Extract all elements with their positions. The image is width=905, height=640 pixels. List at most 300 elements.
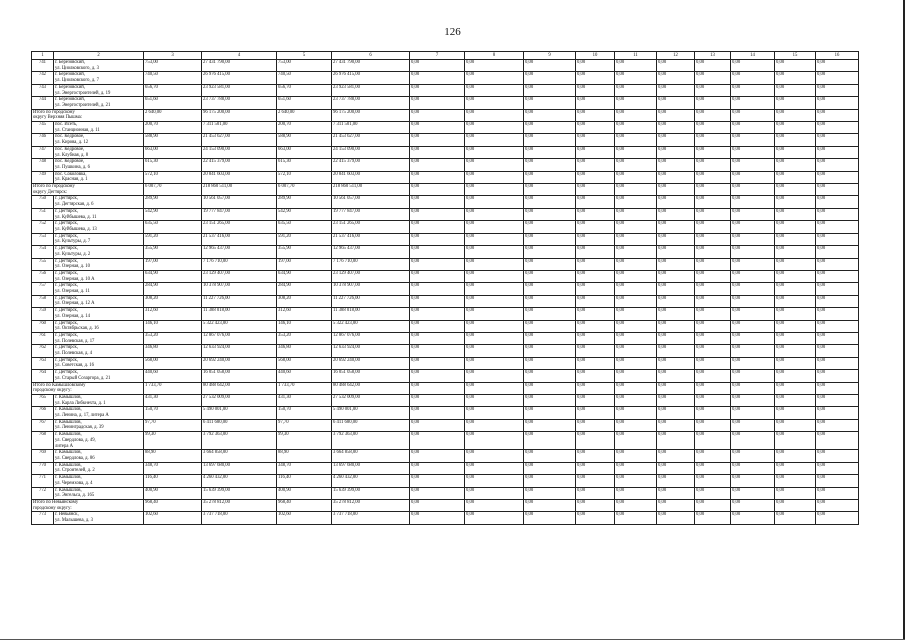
address-line: ул. Куйбышева, д. 11 [55,214,97,220]
value-cell-c4: 3 664 858,00 [202,450,277,462]
zero-value-cell: 0,00 [816,159,859,171]
subtotal-label-line: Итого по городскому [33,109,75,115]
zero-value-cell: 0,00 [615,487,657,499]
address-line: литера А [55,443,73,449]
table-row [32,122,859,134]
value-cell-c5: 572,10 [277,171,332,183]
address-line: г. Дегтярск, [55,332,79,338]
value-cell-c4: 20 841 603,00 [202,171,277,183]
zero-value-cell: 0,00 [657,419,695,431]
address-line: ул. Полевская, д. 17 [55,338,95,344]
table-row [32,345,859,357]
value-cell-c4: 27 431 790,00 [202,60,277,72]
zero-value-cell: 0,00 [524,171,576,183]
subtotal-label [32,109,144,121]
value-cell-c3: 346,80 [144,345,202,357]
value-cell-c6: 23 151 265,00 [332,221,410,233]
zero-value-cell: 0,00 [410,370,465,382]
address-cell [54,258,144,270]
address-line: ул. Советская, д. 16 [55,363,94,369]
value-cell-c5: 542,90 [277,208,332,220]
value-cell-c3: 97,70 [144,419,202,431]
table-row [32,295,859,307]
table-row [32,221,859,233]
zero-value-cell: 0,00 [410,72,465,84]
zero-value-cell: 0,00 [465,233,524,245]
zero-value-cell: 0,00 [524,246,576,258]
subtotal-label-line: городскому округу: [33,505,72,511]
zero-value-cell: 0,00 [695,283,731,295]
address-line: г. Дегтярск, [55,258,79,264]
zero-value-cell: 0,00 [731,171,775,183]
zero-value-cell: 0,00 [410,308,465,320]
value-cell-c5: 2 640,00 [277,109,332,121]
address-line: ул. Черемхова, д. 4 [55,480,93,486]
value-cell-c3: 146,10 [144,320,202,332]
value-cell-c3: 542,90 [144,208,202,220]
zero-value-cell: 0,00 [816,146,859,158]
value-cell-c6: 15 639 399,00 [332,487,410,499]
zero-value-cell: 0,00 [816,308,859,320]
zero-value-cell: 0,00 [576,320,615,332]
zero-value-cell: 0,00 [657,382,695,394]
row-number: 759 [32,308,54,320]
zero-value-cell: 0,00 [816,462,859,474]
value-cell-c4: 218 860 511,00 [202,184,277,196]
zero-value-cell: 0,00 [465,283,524,295]
value-cell-c4: 35 278 812,00 [202,499,277,511]
address-line: г. Камышлов, [55,450,82,456]
zero-value-cell: 0,00 [695,221,731,233]
zero-value-cell: 0,00 [695,146,731,158]
address-cell [54,394,144,406]
zero-value-cell: 0,00 [775,159,816,171]
zero-value-cell: 0,00 [775,258,816,270]
address-line: ул. Ленинградская, д. 39 [55,425,104,431]
value-cell-c3: 568,00 [144,357,202,369]
address-cell [54,72,144,84]
zero-value-cell: 0,00 [465,84,524,96]
address-cell [54,221,144,233]
value-cell-c5: 651,60 [277,97,332,109]
zero-value-cell: 0,00 [576,450,615,462]
row-number: 752 [32,221,54,233]
zero-value-cell: 0,00 [775,370,816,382]
zero-value-cell: 0,00 [731,320,775,332]
zero-value-cell: 0,00 [524,462,576,474]
address-line: пос. Кедровое, [55,134,85,140]
zero-value-cell: 0,00 [731,499,775,511]
zero-value-cell: 0,00 [775,196,816,208]
value-cell-c3: 740,50 [144,72,202,84]
zero-value-cell: 0,00 [775,512,816,524]
page-number: 126 [444,26,461,38]
value-cell-c4: 12 633 924,00 [202,345,277,357]
address-cell [54,407,144,419]
zero-value-cell: 0,00 [576,394,615,406]
zero-value-cell: 0,00 [524,97,576,109]
zero-value-cell: 0,00 [775,308,816,320]
value-cell-c6: 23 129 407,00 [332,270,410,282]
subtotal-label [32,184,144,196]
zero-value-cell: 0,00 [657,499,695,511]
value-cell-c3: 99,30 [144,432,202,450]
zero-value-cell: 0,00 [816,419,859,431]
value-cell-c5: 348,70 [277,462,332,474]
zero-value-cell: 0,00 [410,382,465,394]
address-line: г. Камышлов, [55,394,82,400]
value-cell-c4: 23 737 788,00 [202,97,277,109]
zero-value-cell: 0,00 [657,475,695,487]
address-line: ул. Полевская, д. 4 [55,351,93,357]
value-cell-c5: 102,60 [277,512,332,524]
zero-value-cell: 0,00 [576,171,615,183]
value-cell-c4: 5 322 423,00 [202,320,277,332]
address-line: ул. Малышева, д. 3 [55,518,93,524]
table-row [32,332,859,344]
row-number: 744 [32,97,54,109]
zero-value-cell: 0,00 [410,258,465,270]
zero-value-cell: 0,00 [465,270,524,282]
address-line: ул. Кирова, д. 12 [55,140,89,146]
value-cell-c4: 4 260 432,00 [202,475,277,487]
zero-value-cell: 0,00 [816,345,859,357]
zero-value-cell: 0,00 [695,258,731,270]
zero-value-cell: 0,00 [410,283,465,295]
row-number: 743 [32,84,54,96]
value-cell-c5: 634,90 [277,270,332,282]
value-cell-c6: 13 697 680,00 [332,462,410,474]
address-cell [54,357,144,369]
zero-value-cell: 0,00 [657,320,695,332]
row-number: 749 [32,171,54,183]
zero-value-cell: 0,00 [576,122,615,134]
zero-value-cell: 0,00 [816,394,859,406]
column-number: 9 [524,52,576,60]
address-line: г. Дегтярск, [55,246,79,252]
zero-value-cell: 0,00 [731,295,775,307]
zero-value-cell: 0,00 [657,72,695,84]
address-cell [54,487,144,499]
zero-value-cell: 0,00 [615,370,657,382]
value-cell-c4: 12 867 076,00 [202,332,277,344]
address-line: ул. Озерная, д. 10 А [55,276,95,282]
zero-value-cell: 0,00 [615,332,657,344]
row-number: 765 [32,394,54,406]
zero-value-cell: 0,00 [695,60,731,72]
zero-value-cell: 0,00 [524,159,576,171]
value-cell-c5: 346,80 [277,345,332,357]
address-cell [54,320,144,332]
zero-value-cell: 0,00 [465,407,524,419]
zero-value-cell: 0,00 [657,345,695,357]
zero-value-cell: 0,00 [615,499,657,511]
zero-value-cell: 0,00 [731,246,775,258]
zero-value-cell: 0,00 [576,499,615,511]
address-line: пос. Кедровое, [55,159,85,165]
zero-value-cell: 0,00 [695,407,731,419]
table-row [32,208,859,220]
zero-value-cell: 0,00 [465,72,524,84]
table-row [32,320,859,332]
address-line: г. Камышлов, [55,487,82,493]
row-number: 761 [32,332,54,344]
zero-value-cell: 0,00 [816,122,859,134]
row-number: 764 [32,370,54,382]
address-line: г. Дегтярск, [55,221,79,227]
zero-value-cell: 0,00 [410,450,465,462]
zero-value-cell: 0,00 [465,184,524,196]
address-cell [54,208,144,220]
zero-value-cell: 0,00 [576,97,615,109]
zero-value-cell: 0,00 [695,394,731,406]
zero-value-cell: 0,00 [465,146,524,158]
zero-value-cell: 0,00 [465,308,524,320]
zero-value-cell: 0,00 [657,233,695,245]
zero-value-cell: 0,00 [410,320,465,332]
value-cell-c4: 13 697 680,00 [202,462,277,474]
zero-value-cell: 0,00 [775,246,816,258]
zero-value-cell: 0,00 [576,270,615,282]
zero-value-cell: 0,00 [576,283,615,295]
zero-value-cell: 0,00 [695,109,731,121]
zero-value-cell: 0,00 [410,295,465,307]
zero-value-cell: 0,00 [775,320,816,332]
value-cell-c3: 431,30 [144,394,202,406]
zero-value-cell: 0,00 [775,146,816,158]
zero-value-cell: 0,00 [465,382,524,394]
zero-value-cell: 0,00 [576,295,615,307]
zero-value-cell: 0,00 [816,450,859,462]
value-cell-c4: 96 175 200,00 [202,109,277,121]
zero-value-cell: 0,00 [410,345,465,357]
row-number: 767 [32,419,54,431]
zero-value-cell: 0,00 [465,419,524,431]
value-cell-c6: 3 664 858,00 [332,450,410,462]
address-line: г. Дегтярск, [55,270,79,276]
value-cell-c4: 22 415 379,00 [202,159,277,171]
value-cell-c6: 218 860 511,00 [332,184,410,196]
zero-value-cell: 0,00 [775,233,816,245]
zero-value-cell: 0,00 [695,270,731,282]
address-line: г. Березовский, [55,72,85,78]
zero-value-cell: 0,00 [465,196,524,208]
address-line: г. Березовский, [55,84,85,90]
zero-value-cell: 0,00 [731,97,775,109]
value-cell-c5: 284,90 [277,283,332,295]
zero-value-cell: 0,00 [816,72,859,84]
address-cell [54,171,144,183]
zero-value-cell: 0,00 [731,84,775,96]
value-cell-c6: 16 051 058,00 [332,370,410,382]
zero-value-cell: 0,00 [576,159,615,171]
zero-value-cell: 0,00 [775,60,816,72]
value-cell-c3: 615,30 [144,159,202,171]
address-line: пос. Кедровое, [55,146,85,152]
zero-value-cell: 0,00 [731,159,775,171]
value-cell-c3: 634,90 [144,270,202,282]
zero-value-cell: 0,00 [410,171,465,183]
zero-value-cell: 0,00 [615,146,657,158]
zero-value-cell: 0,00 [775,109,816,121]
zero-value-cell: 0,00 [576,432,615,450]
value-cell-c6: 10 378 907,00 [332,283,410,295]
address-line: г. Дегтярск, [55,295,79,301]
zero-value-cell: 0,00 [615,258,657,270]
zero-value-cell: 0,00 [695,370,731,382]
zero-value-cell: 0,00 [816,487,859,499]
zero-value-cell: 0,00 [816,258,859,270]
table-row [32,419,859,431]
zero-value-cell: 0,00 [410,97,465,109]
value-cell-c4: 3 792 363,00 [202,432,277,450]
zero-value-cell: 0,00 [576,357,615,369]
address-cell [54,246,144,258]
zero-value-cell: 0,00 [775,432,816,450]
value-cell-c5: 440,60 [277,370,332,382]
table-row [32,246,859,258]
zero-value-cell: 0,00 [731,60,775,72]
column-number: 2 [54,52,144,60]
address-line: пос. Исеть, [55,122,78,128]
value-cell-c5: 355,90 [277,246,332,258]
zero-value-cell: 0,00 [465,499,524,511]
zero-value-cell: 0,00 [615,475,657,487]
zero-value-cell: 0,00 [410,134,465,146]
subtotal-label-line: округу Верхняя Пышма: [33,115,83,121]
address-line: ул. Карла Либкнехта, д. 1 [55,400,106,406]
column-number: 14 [731,52,775,60]
address-line: ул. Старый Созаргора, д. 21 [55,375,111,381]
address-cell [54,332,144,344]
zero-value-cell: 0,00 [410,159,465,171]
zero-value-cell: 0,00 [695,295,731,307]
value-cell-c4: 15 639 399,00 [202,487,277,499]
address-line: ул. Дегтярская, д. 6 [55,202,94,208]
zero-value-cell: 0,00 [775,487,816,499]
value-cell-c4: 12 965 437,00 [202,246,277,258]
value-cell-c4: 7 311 501,00 [202,122,277,134]
zero-value-cell: 0,00 [775,450,816,462]
table-row [32,84,859,96]
address-cell [54,450,144,462]
zero-value-cell: 0,00 [576,487,615,499]
address-cell [54,97,144,109]
zero-value-cell: 0,00 [695,332,731,344]
value-cell-c6: 5 322 423,00 [332,320,410,332]
zero-value-cell: 0,00 [695,159,731,171]
value-cell-c6: 80 488 642,00 [332,382,410,394]
subtotal-label-line: Итого по Камышловскому [33,382,86,388]
table-row [32,283,859,295]
address-line: ул. Клубная, д. 8 [55,152,89,158]
subtotal-label [32,499,144,511]
zero-value-cell: 0,00 [816,295,859,307]
zero-value-cell: 0,00 [657,122,695,134]
zero-value-cell: 0,00 [615,295,657,307]
address-line: ул. Энергостроителей, д. 21 [55,102,111,108]
zero-value-cell: 0,00 [576,512,615,524]
address-line: г. Дегтярск, [55,345,79,351]
zero-value-cell: 0,00 [731,233,775,245]
zero-value-cell: 0,00 [410,196,465,208]
zero-value-cell: 0,00 [816,407,859,419]
zero-value-cell: 0,00 [731,184,775,196]
zero-value-cell: 0,00 [775,462,816,474]
zero-value-cell: 0,00 [657,208,695,220]
address-line: ул. Озерная, д. 10 [55,264,90,270]
value-cell-c6: 21 453 627,00 [332,134,410,146]
address-line: г. Дегтярск, [55,208,79,214]
table-row [32,450,859,462]
value-cell-c4: 80 488 642,00 [202,382,277,394]
address-line: ул. Свердлова, д. 49, [55,437,96,443]
zero-value-cell: 0,00 [775,134,816,146]
table-row [32,512,859,524]
address-line: г. Невьянск, [55,512,79,518]
zero-value-cell: 0,00 [465,109,524,121]
address-line: г. Дегтярск, [55,283,79,289]
zero-value-cell: 0,00 [731,109,775,121]
row-number: 753 [32,233,54,245]
zero-value-cell: 0,00 [731,432,775,450]
zero-value-cell: 0,00 [524,270,576,282]
zero-value-cell: 0,00 [465,432,524,450]
value-cell-c5: 968,40 [277,499,332,511]
row-number: 772 [32,487,54,499]
zero-value-cell: 0,00 [657,246,695,258]
zero-value-cell: 0,00 [695,462,731,474]
value-cell-c3: 308,20 [144,295,202,307]
address-line: ул. Красная, д. 1 [55,177,88,183]
row-number: 751 [32,208,54,220]
zero-value-cell: 0,00 [410,122,465,134]
value-cell-c5: 150,70 [277,407,332,419]
value-cell-c6: 24 153 090,00 [332,146,410,158]
zero-value-cell: 0,00 [775,419,816,431]
value-cell-c4: 27 532 009,00 [202,394,277,406]
zero-value-cell: 0,00 [524,233,576,245]
zero-value-cell: 0,00 [695,208,731,220]
zero-value-cell: 0,00 [524,258,576,270]
address-cell [54,270,144,282]
zero-value-cell: 0,00 [775,295,816,307]
zero-value-cell: 0,00 [731,221,775,233]
value-cell-c3: 88,90 [144,450,202,462]
zero-value-cell: 0,00 [695,419,731,431]
zero-value-cell: 0,00 [465,512,524,524]
row-number: 741 [32,60,54,72]
zero-value-cell: 0,00 [615,72,657,84]
zero-value-cell: 0,00 [775,283,816,295]
value-cell-c5: 146,10 [277,320,332,332]
zero-value-cell: 0,00 [695,184,731,196]
zero-value-cell: 0,00 [657,308,695,320]
zero-value-cell: 0,00 [775,270,816,282]
value-cell-c3: 440,60 [144,370,202,382]
zero-value-cell: 0,00 [465,208,524,220]
zero-value-cell: 0,00 [576,246,615,258]
value-cell-c6: 20 841 603,00 [332,171,410,183]
zero-value-cell: 0,00 [731,258,775,270]
value-cell-c3: 591,20 [144,233,202,245]
zero-value-cell: 0,00 [410,419,465,431]
zero-value-cell: 0,00 [731,72,775,84]
subtotal-row [32,382,859,394]
zero-value-cell: 0,00 [576,345,615,357]
value-cell-c3: 635,50 [144,221,202,233]
zero-value-cell: 0,00 [657,432,695,450]
